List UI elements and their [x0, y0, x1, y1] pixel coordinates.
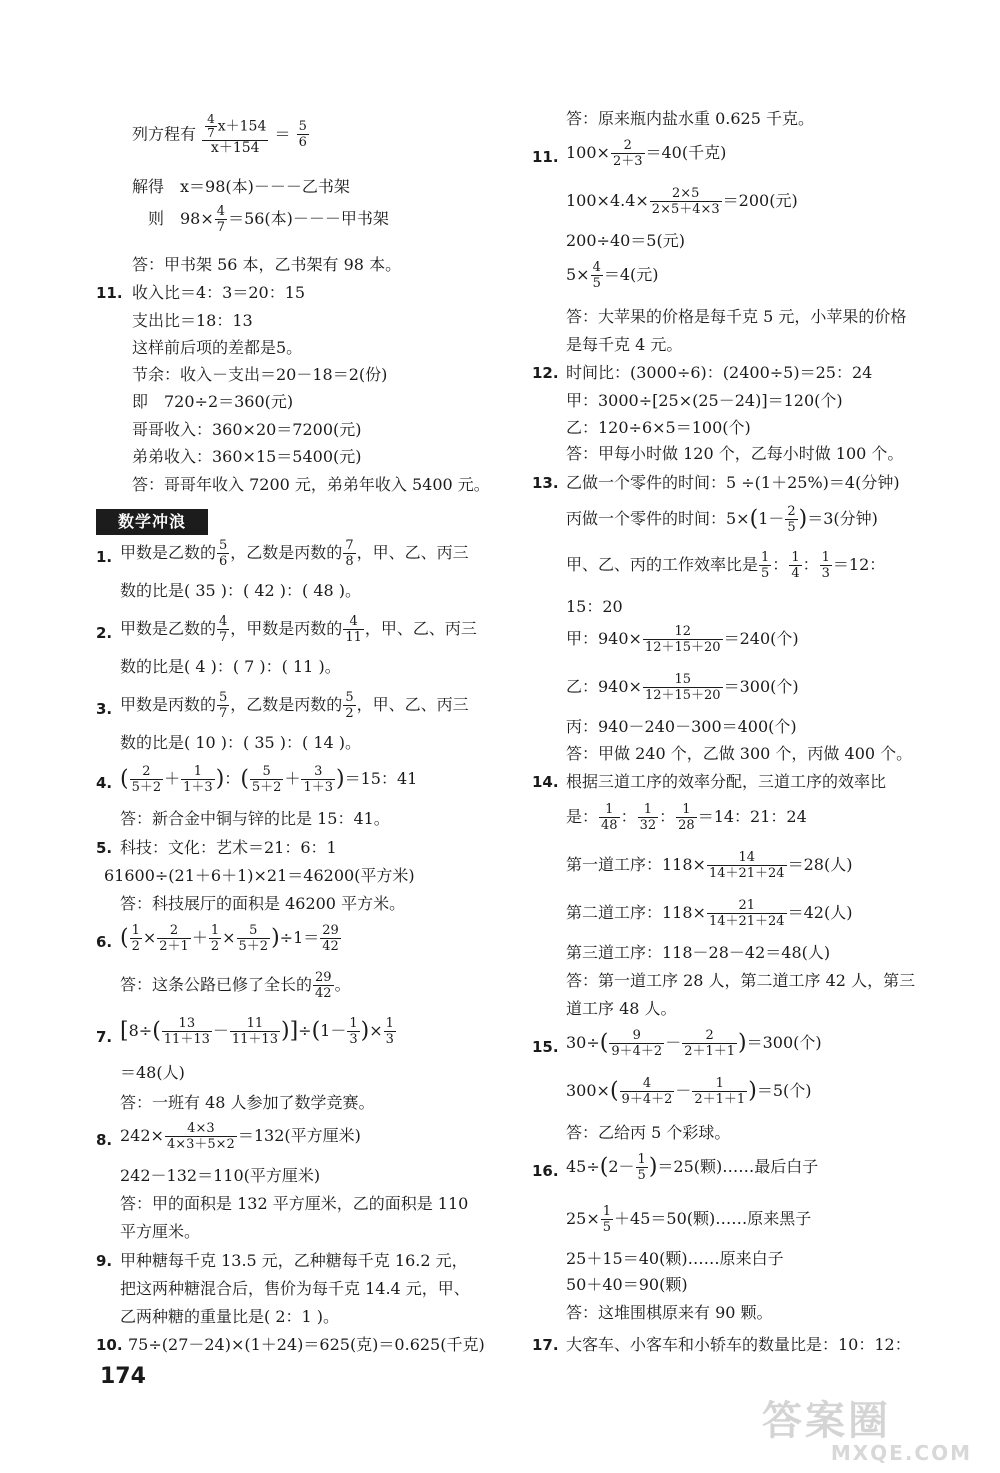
formula-line: ( $\frac{1}{2}$ × $\frac{2}{2+1}$ ＋ $\frac{1}{2}$ × $\frac{5}{5+2}$ )÷1＝ $\frac{29}{42}$ [120, 923, 339, 954]
text-line: 答：甲做 240 个，乙做 300 个，丙做 400 个。 [566, 744, 913, 763]
text-line: 数的比是( 10 )：( 35 )：( 14 )。 [120, 733, 362, 752]
formula-line: 25× $\frac{1}{5}$ ＋45＝50(颗)……原来黑子 [566, 1204, 812, 1235]
formula-line: 242× $\frac{4\times 3}{4\times 3+5\times 2}$ ＝132(平方厘米) [120, 1121, 361, 1152]
text-line: 15：20 [566, 597, 623, 616]
text-line: 则 98× $\frac{4}{7}$ ＝56(本)－－－甲书架 [148, 204, 389, 235]
formula-line: 甲：940× $\frac{12}{12+15+20}$ ＝240(个) [566, 624, 799, 655]
text-line: 答：科技展厅的面积是 46200 平方米。 [120, 894, 406, 913]
formula-line: 45÷(2－ $\frac{1}{5}$ )＝25(颗)……最后白子 [566, 1152, 819, 1183]
right-column [532, 0, 932, 1380]
question-number: 11. [532, 148, 559, 166]
text-line: 75÷(27－24)×(1＋24)＝625(克)＝0.625(千克) [128, 1335, 485, 1354]
text-line: 答：新合金中铜与锌的比是 15：41。 [120, 809, 390, 828]
question-number: 8. [96, 1131, 113, 1149]
formula-line: 乙：940× $\frac{15}{12+15+20}$ ＝300(个) [566, 672, 799, 703]
question-number: 3. [96, 700, 113, 718]
question-number: 14. [532, 773, 559, 791]
watermark-url: MXQE.COM [830, 1441, 972, 1465]
text-line: 200÷40＝5(元) [566, 231, 685, 250]
text-line: 大客车、小客车和小轿车的数量比是：10：12： [566, 1335, 911, 1354]
text-line: 第三道工序：118－28－42＝48(人) [566, 943, 831, 962]
formula-line: 第二道工序：118× $\frac{21}{14+21+24}$ ＝42(人) [566, 898, 853, 929]
text-line: 甲：3000÷[25×(25－24)]＝120(个) [566, 391, 843, 410]
text-line: 乙做一个零件的时间：5 ÷(1＋25%)＝4(分钟) [566, 473, 900, 492]
question-number: 7. [96, 1028, 113, 1046]
text-line: 根据三道工序的效率分配，三道工序的效率比 [566, 772, 887, 791]
formula-line: 100× $\frac{2}{2+3}$ ＝40(千克) [566, 138, 727, 169]
text-line: 是每千克 4 元。 [566, 335, 683, 354]
formula-line: 5× $\frac{4}{5}$ ＝4(元) [566, 260, 659, 291]
text-line: 甲数是乙数的 $\frac{5}{6}$ ，乙数是丙数的 $\frac{7}{8}$ ，甲、乙、丙三 [120, 538, 469, 569]
text-line: 答：哥哥年收入 7200 元，弟弟年收入 5400 元。 [132, 475, 490, 494]
text-line: 节余：收入－支出＝20－18＝2(份) [132, 365, 388, 384]
formula-line: ( $\frac{2}{5+2}$ ＋ $\frac{1}{1+3}$ )：( $\frac{5}{5+2}$ ＋ $\frac{3}{1+3}$ )＝15：41 [120, 764, 418, 795]
question-number: 12. [532, 364, 559, 382]
text-line: 支出比＝18：13 [132, 311, 253, 330]
text-line: 科技：文化：艺术＝21：6：1 [120, 838, 337, 857]
text-line: 把这两种糖混合后，售价为每千克 14.4 元，甲、 [120, 1279, 470, 1298]
formula-line: 是： $\frac{1}{48}$ ： $\frac{1}{32}$ ： $\frac{1}{28}$ ＝14：21：24 [566, 802, 807, 833]
big-fraction: $\frac{4}{7}$ x＋154 x＋154 [202, 113, 268, 156]
formula-line: [8÷( $\frac{13}{11+13}$ － $\frac{11}{11+13}$ )]÷(1－ $\frac{1}{3}$ )× $\frac{1}{3}$ [120, 1016, 394, 1047]
text-line: 甲数是丙数的 $\frac{5}{7}$ ，乙数是丙数的 $\frac{5}{2}$ ，甲、乙、丙三 [120, 690, 469, 721]
text-line: 这样前后项的差都是5。 [132, 338, 303, 357]
text-line: 平方厘米。 [120, 1222, 201, 1241]
text-line: 甲种糖每千克 13.5 元，乙种糖每千克 16.2 元， [120, 1251, 468, 1270]
left-column-exercises [96, 0, 506, 1380]
text-line: 收入比＝4：3＝20：15 [132, 283, 306, 302]
text-line: 50＋40＝90(颗) [566, 1275, 688, 1294]
formula-line: 第一道工序：118× $\frac{14}{14+21+24}$ ＝28(人) [566, 850, 853, 881]
text-line: 哥哥收入：360×20＝7200(元) [132, 420, 362, 439]
question-number: 10. [96, 1336, 123, 1354]
watermark-logo [762, 1400, 972, 1466]
text-line: 即 720÷2＝360(元) [132, 392, 294, 411]
question-number: 6. [96, 933, 113, 951]
question-number: 4. [96, 774, 113, 792]
text-line: ＝48(人) [120, 1063, 185, 1082]
text-line: 数的比是( 35 )：( 42 )：( 48 )。 [120, 581, 362, 600]
section-title: 数学冲浪 [96, 509, 208, 535]
formula-line: 30÷( $\frac{9}{9+4+2}$ － $\frac{2}{2+1+1}$ )＝300(个) [566, 1028, 822, 1059]
question-number: 2. [96, 624, 113, 642]
text-line: 乙两种糖的重量比是( 2：1 )。 [120, 1307, 340, 1326]
text-line: 甲数是乙数的 $\frac{4}{7}$ ，甲数是丙数的 $\frac{4}{11}$ ，甲、乙、丙三 [120, 614, 477, 645]
text-line: 答：这条公路已修了全长的 $\frac{29}{42}$ 。 [120, 970, 351, 1001]
text-line: 答：原来瓶内盐水重 0.625 千克。 [566, 109, 814, 128]
equation-line: 列方程有 $\frac{4}{7}$ x＋154 x＋154 ＝ $\frac{5}{6}$ [132, 112, 307, 156]
question-number: 13. [532, 474, 559, 492]
text-line: 25＋15＝40(颗)……原来白子 [566, 1249, 784, 1268]
text-line: 242－132＝110(平方厘米) [120, 1166, 321, 1185]
question-number: 9. [96, 1252, 113, 1270]
formula-line: 300×( $\frac{4}{9+4+2}$ － $\frac{1}{2+1+1}$ )＝5(个) [566, 1076, 812, 1107]
watermark-text: 答案圈 [762, 1398, 891, 1444]
question-number: 15. [532, 1038, 559, 1056]
text-line: 答：甲每小时做 120 个，乙每小时做 100 个。 [566, 444, 904, 463]
text-line: 答：这堆围棋原来有 90 颗。 [566, 1303, 773, 1322]
question-number: 16. [532, 1162, 559, 1180]
text-line: 答：大苹果的价格是每千克 5 元，小苹果的价格 [566, 307, 907, 326]
question-number: 17. [532, 1336, 559, 1354]
question-number: 1. [96, 548, 113, 566]
text-line: 答：一班有 48 人参加了数学竞赛。 [120, 1093, 375, 1112]
text-line: 解得 x＝98(本)－－－乙书架 [132, 177, 350, 196]
text: 列方程有 [132, 124, 197, 144]
text-line: 答：第一道工序 28 人，第二道工序 42 人，第三 [566, 971, 916, 990]
formula-line: 100×4.4× $\frac{2\times 5}{2\times 5+4\times 3}$ ＝200(元) [566, 186, 798, 217]
text-line: 道工序 48 人。 [566, 999, 677, 1018]
text-line: 答：甲书架 56 本，乙书架有 98 本。 [132, 255, 402, 274]
text-line: 答：甲的面积是 132 平方厘米，乙的面积是 110 [120, 1194, 469, 1213]
text-line: 61600÷(21＋6＋1)×21＝46200(平方米) [104, 866, 415, 885]
question-number: 11. [96, 284, 123, 302]
text-line: 乙：120÷6×5＝100(个) [566, 418, 751, 437]
formula-line: 丙做一个零件的时间：5×(1－ $\frac{2}{5}$ )＝3(分钟) [566, 504, 878, 535]
text-line: 丙：940－240－300＝400(个) [566, 717, 797, 736]
question-number: 5. [96, 839, 113, 857]
page-number: 174 [100, 1364, 146, 1389]
text-line: 答：乙给丙 5 个彩球。 [566, 1123, 731, 1142]
formula-line: 甲、乙、丙的工作效率比是 $\frac{1}{5}$ ： $\frac{1}{4}$ ： $\frac{1}{3}$ ＝12： [566, 550, 886, 581]
text-line: 数的比是( 4 )：( 7 )：( 11 )。 [120, 657, 341, 676]
text-line: 时间比：(3000÷6)：(2400÷5)＝25：24 [566, 363, 873, 382]
text-line: 弟弟收入：360×15＝5400(元) [132, 447, 362, 466]
